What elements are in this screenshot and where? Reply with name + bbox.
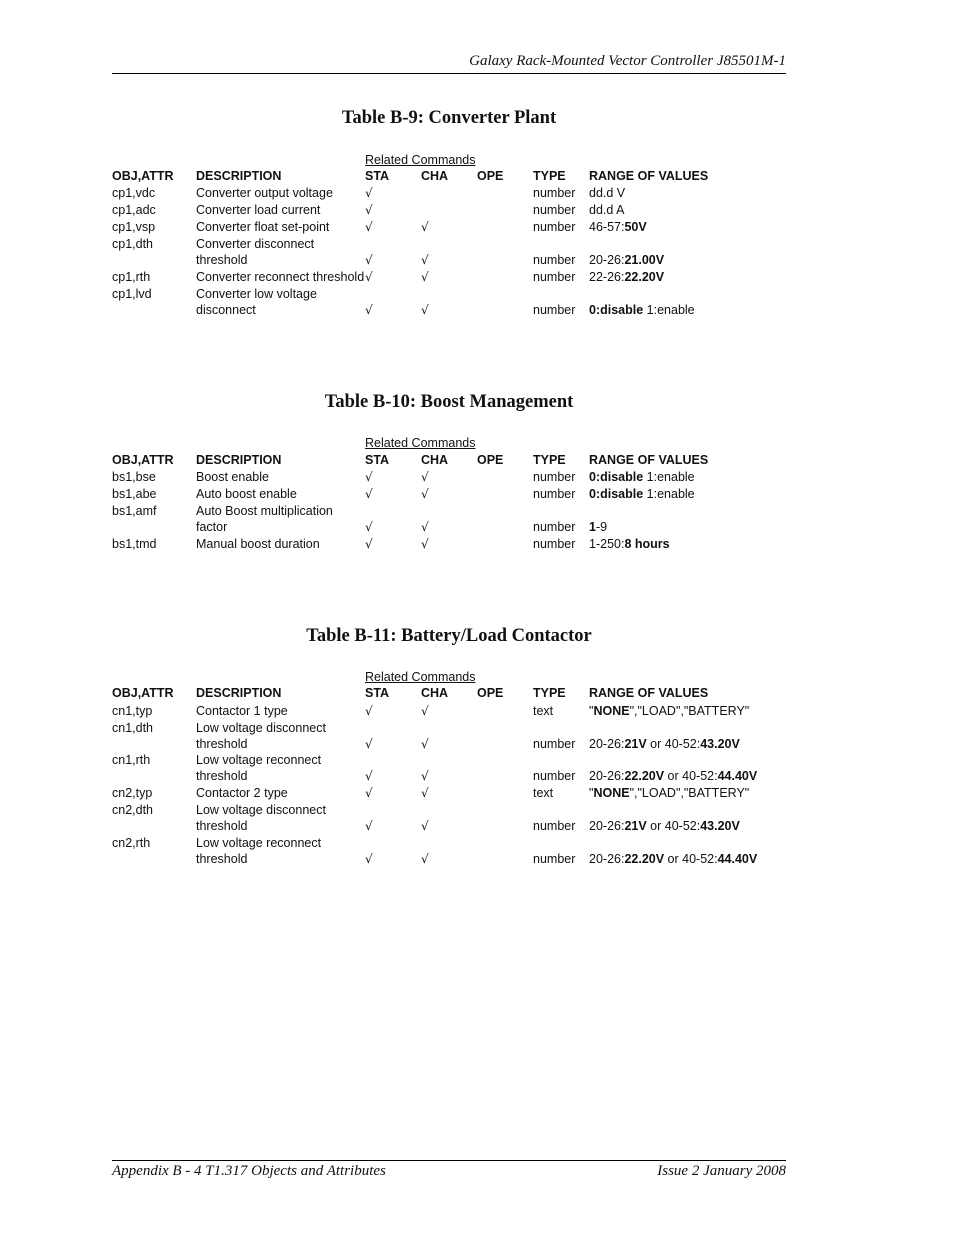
obj-attr-cell: cp1,rth (112, 270, 151, 284)
type-cell: number (533, 220, 576, 234)
range-text: 46-57: (589, 220, 625, 234)
range-text: 20-26: (589, 852, 625, 866)
cha-check-icon: √ (421, 704, 429, 718)
range-default-value: 0:disable (589, 303, 644, 317)
range-default-value: 22.20V (624, 270, 665, 284)
range-text: 20-26: (589, 253, 625, 267)
table-row-continuation (0, 768, 954, 785)
related-commands-label: Related Commands (365, 670, 476, 684)
range-text: or 40-52: (646, 819, 701, 833)
column-header-sta: STA (365, 169, 390, 183)
range-default-value: 44.40V (717, 769, 758, 783)
range-text: 20-26: (589, 769, 625, 783)
range-default-value: 43.20V (700, 737, 740, 751)
range-text: 1:enable (643, 303, 695, 317)
description-cell: Low voltage reconnect (196, 836, 322, 850)
type-cell: number (533, 470, 576, 484)
column-header-desc: DESCRIPTION (196, 169, 282, 183)
description-cell: Converter low voltage (196, 287, 317, 301)
footer-right: Issue 2 January 2008 (657, 1163, 786, 1179)
table-b9-title: Table B-9: Converter Plant (341, 108, 557, 128)
type-cell: number (533, 186, 576, 200)
column-header-obj: OBJ,ATTR (112, 169, 174, 183)
sta-check-icon: √ (365, 852, 373, 866)
obj-attr-cell: cp1,adc (112, 203, 156, 217)
column-header-type: TYPE (533, 169, 566, 183)
range-text: 20-26: (589, 737, 625, 751)
column-header-ope: OPE (477, 169, 504, 183)
type-cell: text (533, 786, 554, 800)
type-cell: number (533, 537, 576, 551)
range-default-value: 22.20V (624, 852, 665, 866)
sta-check-icon: √ (365, 253, 373, 267)
table-row-continuation (0, 519, 954, 536)
obj-attr-cell: cn1,typ (112, 704, 153, 718)
column-header-obj: OBJ,ATTR (112, 453, 174, 467)
type-cell: number (533, 769, 576, 783)
column-header-ope: OPE (477, 686, 504, 700)
description-cell-line2: disconnect (196, 303, 256, 317)
range-default-value: 1 (589, 520, 596, 534)
range-default-value: NONE (593, 704, 630, 718)
range-of-values-cell (589, 252, 664, 269)
running-header: Galaxy Rack-Mounted Vector Controller J85501M-1 (469, 53, 786, 69)
range-default-value: 22.20V (624, 769, 665, 783)
obj-attr-cell: cn1,rth (112, 753, 151, 767)
description-cell: Contactor 2 type (196, 786, 288, 800)
column-header-range: RANGE OF VALUES (589, 169, 709, 183)
range-text: 20-26: (589, 819, 625, 833)
table-row (0, 802, 954, 819)
table-row (0, 269, 954, 286)
range-text: 1:enable (643, 470, 695, 484)
type-cell: text (533, 704, 554, 718)
description-cell: Converter load current (196, 203, 321, 217)
description-cell: Converter reconnect threshold (196, 270, 365, 284)
column-header-type: TYPE (533, 453, 566, 467)
obj-attr-cell: bs1,bse (112, 470, 156, 484)
range-of-values-cell (589, 768, 757, 785)
range-default-value: 21V (624, 819, 647, 833)
sta-check-icon: √ (365, 737, 373, 751)
range-of-values-cell (589, 469, 695, 486)
range-of-values-cell (589, 302, 695, 319)
sta-check-icon: √ (365, 704, 373, 718)
table-row (0, 835, 954, 852)
range-of-values-cell (589, 818, 740, 835)
type-cell: number (533, 852, 576, 866)
column-header-cha: CHA (421, 169, 449, 183)
column-header-range: RANGE OF VALUES (589, 686, 709, 700)
description-cell: Converter disconnect (196, 237, 315, 251)
range-text: -9 (595, 520, 608, 534)
table-row (0, 703, 954, 720)
range-of-values-cell (589, 486, 695, 503)
range-of-values-cell: dd.d V (589, 186, 626, 200)
table-row (0, 785, 954, 802)
table-row-continuation (0, 302, 954, 319)
description-cell: Manual boost duration (196, 537, 320, 551)
range-text: ","LOAD","BATTERY" (629, 786, 750, 800)
column-header-sta: STA (365, 686, 390, 700)
type-cell: number (533, 520, 576, 534)
column-header-sta: STA (365, 453, 390, 467)
table-row (0, 185, 954, 202)
column-header-obj: OBJ,ATTR (112, 686, 174, 700)
related-commands-label: Related Commands (365, 436, 476, 450)
range-text: 22-26: (589, 270, 625, 284)
description-cell: Low voltage disconnect (196, 803, 326, 817)
table-header-row (0, 452, 954, 469)
range-text: " (589, 786, 594, 800)
obj-attr-cell: cn2,typ (112, 786, 153, 800)
obj-attr-cell: cn2,dth (112, 803, 154, 817)
table-row-continuation (0, 736, 954, 753)
column-header-type: TYPE (533, 686, 566, 700)
sta-check-icon: √ (365, 819, 373, 833)
description-cell-line2: threshold (196, 819, 248, 833)
sta-check-icon: √ (365, 487, 373, 501)
cha-check-icon: √ (421, 487, 429, 501)
description-cell: Auto boost enable (196, 487, 297, 501)
cha-check-icon: √ (421, 786, 429, 800)
cha-check-icon: √ (421, 852, 429, 866)
sta-check-icon: √ (365, 769, 373, 783)
range-of-values-cell (589, 851, 757, 868)
obj-attr-cell: cn2,rth (112, 836, 151, 850)
column-header-range: RANGE OF VALUES (589, 453, 709, 467)
cha-check-icon: √ (421, 303, 429, 317)
sta-check-icon: √ (365, 270, 373, 284)
range-text: 1:enable (643, 487, 695, 501)
obj-attr-cell: bs1,amf (112, 504, 157, 518)
column-header-cha: CHA (421, 686, 449, 700)
obj-attr-cell: cp1,dth (112, 237, 154, 251)
obj-attr-cell: cn1,dth (112, 721, 154, 735)
range-of-values-cell (589, 736, 740, 753)
range-default-value: 43.20V (700, 819, 740, 833)
table-row (0, 720, 954, 737)
cha-check-icon: √ (421, 220, 429, 234)
table-row (0, 236, 954, 253)
sta-check-icon: √ (365, 470, 373, 484)
range-of-values-cell (589, 536, 670, 553)
obj-attr-cell: cp1,lvd (112, 287, 152, 301)
column-header-desc: DESCRIPTION (196, 686, 282, 700)
type-cell: number (533, 253, 576, 267)
table-b10-title: Table B-10: Boost Management (324, 392, 574, 412)
cha-check-icon: √ (421, 270, 429, 284)
description-cell: Converter output voltage (196, 186, 333, 200)
range-default-value: 0:disable (589, 487, 644, 501)
range-text: or 40-52: (664, 852, 718, 866)
header-rule (112, 73, 786, 74)
description-cell-line2: threshold (196, 769, 248, 783)
table-row (0, 486, 954, 503)
range-default-value: 44.40V (717, 852, 758, 866)
sta-check-icon: √ (365, 520, 373, 534)
range-text: " (589, 704, 594, 718)
range-of-values-cell (589, 269, 664, 286)
sta-check-icon: √ (365, 786, 373, 800)
range-of-values-cell (589, 785, 749, 802)
cha-check-icon: √ (421, 737, 429, 751)
type-cell: number (533, 270, 576, 284)
cha-check-icon: √ (421, 537, 429, 551)
range-of-values-cell (589, 519, 607, 536)
table-row (0, 219, 954, 236)
column-header-cha: CHA (421, 453, 449, 467)
sta-check-icon: √ (365, 537, 373, 551)
cha-check-icon: √ (421, 520, 429, 534)
description-cell-line2: factor (196, 520, 228, 534)
obj-attr-cell: cp1,vdc (112, 186, 156, 200)
range-text: 1-250: (589, 537, 625, 551)
obj-attr-cell: cp1,vsp (112, 220, 156, 234)
table-row (0, 469, 954, 486)
table-row (0, 536, 954, 553)
table-row (0, 752, 954, 769)
description-cell: Boost enable (196, 470, 269, 484)
sta-check-icon: √ (365, 220, 373, 234)
range-default-value: 21V (624, 737, 647, 751)
type-cell: number (533, 303, 576, 317)
cha-check-icon: √ (421, 470, 429, 484)
range-text: or 40-52: (664, 769, 718, 783)
cha-check-icon: √ (421, 819, 429, 833)
description-cell-line2: threshold (196, 253, 248, 267)
description-cell: Low voltage disconnect (196, 721, 326, 735)
sta-check-icon: √ (365, 303, 373, 317)
table-row-continuation (0, 818, 954, 835)
description-cell: Auto Boost multiplication (196, 504, 333, 518)
table-header-row (0, 168, 954, 185)
table-header-row (0, 685, 954, 702)
description-cell: Low voltage reconnect (196, 753, 322, 767)
description-cell: Contactor 1 type (196, 704, 288, 718)
range-of-values-cell (589, 219, 647, 236)
range-default-value: 21.00V (624, 253, 665, 267)
description-cell-line2: threshold (196, 852, 248, 866)
obj-attr-cell: bs1,abe (112, 487, 157, 501)
range-text: or 40-52: (646, 737, 701, 751)
type-cell: number (533, 487, 576, 501)
table-row-continuation (0, 252, 954, 269)
type-cell: number (533, 203, 576, 217)
column-header-desc: DESCRIPTION (196, 453, 282, 467)
range-default-value: 8 hours (624, 537, 670, 551)
footer-rule (112, 1160, 786, 1161)
cha-check-icon: √ (421, 253, 429, 267)
range-of-values-cell (589, 703, 749, 720)
obj-attr-cell: bs1,tmd (112, 537, 157, 551)
type-cell: number (533, 819, 576, 833)
table-row (0, 503, 954, 520)
description-cell-line2: threshold (196, 737, 248, 751)
sta-check-icon: √ (365, 203, 373, 217)
table-row (0, 202, 954, 219)
footer-left: Appendix B - 4 T1.317 Objects and Attributes (112, 1163, 386, 1179)
description-cell: Converter float set-point (196, 220, 330, 234)
range-of-values-cell: dd.d A (589, 203, 625, 217)
range-default-value: 0:disable (589, 470, 644, 484)
type-cell: number (533, 737, 576, 751)
range-default-value: 50V (624, 220, 647, 234)
table-b11-title: Table B-11: Battery/Load Contactor (306, 626, 592, 646)
table-row (0, 286, 954, 303)
table-row-continuation (0, 851, 954, 868)
cha-check-icon: √ (421, 769, 429, 783)
related-commands-label: Related Commands (365, 153, 476, 167)
range-default-value: NONE (593, 786, 630, 800)
range-text: ","LOAD","BATTERY" (629, 704, 750, 718)
column-header-ope: OPE (477, 453, 504, 467)
sta-check-icon: √ (365, 186, 373, 200)
